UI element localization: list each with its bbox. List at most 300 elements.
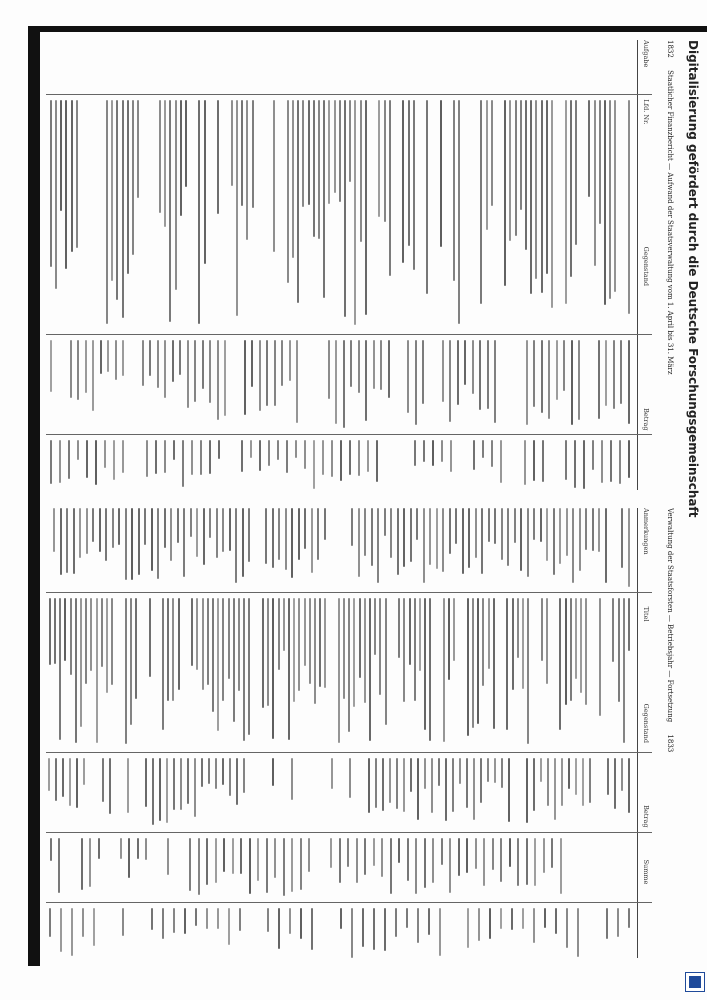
text-line (50, 100, 52, 267)
text-line (60, 508, 62, 575)
text-line (477, 598, 479, 724)
text-line (105, 508, 107, 561)
column-rule (46, 752, 652, 753)
text-line (233, 598, 235, 722)
text-line (348, 838, 350, 867)
text-line (278, 598, 280, 670)
text-line (371, 508, 373, 566)
text-line (546, 598, 548, 684)
text-line (328, 100, 330, 204)
text-line (560, 838, 562, 894)
text-line (282, 340, 284, 386)
text-line (116, 100, 118, 300)
text-line (414, 440, 416, 466)
text-line (99, 508, 101, 552)
header-title: Staatlicher Finanzbericht — Aufwand der Staatsverwaltung vom 1. April bis 31. März (666, 70, 674, 375)
text-line (402, 100, 404, 263)
text-line (439, 908, 441, 956)
text-line (159, 100, 161, 213)
text-line (246, 100, 248, 240)
text-line (83, 758, 85, 785)
text-line (621, 340, 623, 404)
text-line (575, 758, 577, 795)
text-line (433, 838, 435, 883)
text-line (201, 758, 203, 787)
text-line (582, 758, 584, 806)
text-line (180, 758, 182, 810)
text-line (272, 758, 274, 786)
text-line (243, 758, 245, 793)
text-line (212, 598, 214, 712)
text-line (475, 838, 477, 869)
text-line (504, 100, 506, 286)
text-line (376, 440, 378, 482)
text-line (546, 508, 548, 561)
text-line (232, 838, 234, 874)
col-header: Titel (642, 606, 650, 622)
text-line (526, 758, 528, 823)
text-line (467, 908, 469, 948)
text-line (396, 758, 398, 809)
text-line (374, 598, 376, 655)
text-line (486, 100, 488, 230)
text-line (259, 440, 261, 471)
text-line (229, 758, 231, 796)
text-line (208, 758, 210, 784)
text-line (351, 908, 353, 958)
text-line (86, 508, 88, 554)
text-line (621, 758, 623, 791)
text-line (262, 598, 264, 708)
text-line (318, 100, 320, 239)
text-line (304, 598, 306, 666)
text-line (473, 440, 475, 470)
text-line (55, 100, 57, 289)
text-line (489, 908, 491, 939)
text-line (229, 508, 231, 551)
text-line (487, 758, 489, 782)
col-header: Lfd. Nr. (642, 99, 650, 125)
text-line (273, 100, 275, 252)
text-line (202, 598, 204, 690)
text-line (102, 758, 104, 802)
text-line (458, 100, 460, 324)
text-line (324, 508, 326, 540)
text-line (50, 440, 52, 484)
text-line (475, 508, 477, 558)
text-line (472, 598, 474, 728)
text-line (182, 440, 184, 487)
text-line (445, 758, 447, 821)
text-line (159, 758, 161, 821)
text-line (274, 838, 276, 878)
text-line (614, 758, 616, 809)
text-line (517, 598, 519, 658)
text-line (272, 508, 274, 568)
text-line (628, 100, 630, 314)
text-line (494, 758, 496, 783)
column-rule (46, 434, 652, 435)
text-line (623, 598, 625, 743)
text-line (540, 508, 542, 542)
text-line (196, 508, 198, 557)
text-line (575, 100, 577, 245)
text-line (493, 598, 495, 729)
text-line (436, 508, 438, 569)
text-line (565, 598, 567, 705)
text-line (618, 598, 620, 702)
text-line (501, 508, 503, 560)
text-line (375, 758, 377, 808)
text-line (291, 508, 293, 578)
text-line (189, 838, 191, 891)
text-line (570, 598, 572, 701)
text-line (304, 508, 306, 549)
text-line (295, 440, 297, 458)
page-half-right (40, 34, 680, 496)
text-line (172, 340, 174, 382)
text-line (130, 598, 132, 725)
text-line (77, 440, 79, 460)
text-line (613, 340, 615, 409)
text-line (507, 508, 509, 566)
text-line (64, 598, 66, 661)
text-line (152, 758, 154, 825)
text-line (398, 598, 400, 658)
text-line (106, 100, 108, 324)
text-line (135, 598, 137, 699)
text-line (491, 100, 493, 206)
text-line (265, 508, 267, 564)
dfg-logo-icon (685, 972, 705, 992)
text-line (442, 508, 444, 572)
text-line (71, 100, 73, 252)
text-line (580, 598, 582, 693)
text-line (206, 908, 208, 929)
text-line (151, 908, 153, 930)
text-line (173, 440, 175, 460)
text-line (93, 908, 95, 946)
text-line (167, 598, 169, 701)
text-line (194, 758, 196, 817)
text-line (278, 508, 280, 560)
text-line (566, 508, 568, 556)
text-line (564, 340, 566, 391)
text-line (223, 838, 225, 872)
text-line (598, 340, 600, 419)
text-line (248, 598, 250, 735)
text-line (438, 758, 440, 786)
text-line (450, 440, 452, 472)
text-line (453, 598, 455, 661)
text-line (388, 340, 390, 398)
text-line (467, 598, 469, 736)
text-line (334, 100, 336, 193)
text-line (185, 100, 187, 187)
text-line (601, 440, 603, 483)
text-line (390, 838, 392, 894)
text-line (238, 598, 240, 691)
text-line (390, 508, 392, 558)
text-line (288, 598, 290, 740)
text-line (289, 908, 291, 934)
text-line (239, 908, 241, 931)
text-line (177, 508, 179, 543)
text-line (453, 100, 455, 281)
text-line (574, 440, 576, 488)
text-line (349, 758, 351, 798)
text-line (514, 508, 516, 543)
text-line (235, 508, 237, 583)
text-line (90, 598, 92, 671)
text-line (431, 758, 433, 813)
text-line (606, 908, 608, 939)
text-line (354, 100, 356, 325)
footer-text: Digitalisierung gefördert durch die Deutsche Forschungsgemeinschaft (686, 40, 700, 518)
text-line (610, 440, 612, 482)
text-line (389, 100, 391, 276)
text-line (217, 908, 219, 929)
text-line (144, 508, 146, 545)
text-line (122, 440, 124, 473)
text-line (524, 440, 526, 485)
text-line (442, 340, 444, 402)
text-line (488, 508, 490, 542)
text-line (362, 908, 364, 947)
text-line (448, 598, 450, 680)
text-line (373, 340, 375, 389)
text-column-totals (46, 908, 632, 958)
text-line (128, 838, 130, 878)
text-line (588, 100, 590, 197)
text-line (331, 838, 333, 868)
text-line (628, 440, 630, 478)
text-line (364, 508, 366, 556)
text-line (215, 838, 217, 883)
text-line (118, 508, 120, 545)
text-line (368, 758, 370, 813)
text-line (157, 508, 159, 579)
text-line (594, 100, 596, 266)
text-line (416, 838, 418, 894)
text-line (311, 908, 313, 950)
text-line (222, 598, 224, 701)
text-line (377, 508, 379, 583)
text-line (75, 598, 77, 743)
text-line (473, 758, 475, 820)
text-line (343, 598, 345, 699)
text-line (300, 838, 302, 890)
text-line (106, 598, 108, 693)
text-line (466, 758, 468, 808)
text-line (138, 508, 140, 575)
text-line (544, 908, 546, 928)
text-line (533, 440, 535, 481)
text-line (172, 598, 174, 701)
text-line (515, 100, 517, 236)
text-line (509, 100, 511, 241)
text-line (267, 340, 269, 406)
text-line (206, 838, 208, 885)
rotated-page-area (40, 34, 680, 964)
column-rule (46, 902, 652, 903)
text-line (575, 598, 577, 679)
text-line (426, 100, 428, 294)
text-line (151, 508, 153, 571)
text-line (69, 758, 71, 806)
text-line (241, 440, 243, 472)
text-line (622, 508, 624, 568)
text-line (428, 908, 430, 935)
text-line (549, 340, 551, 419)
text-line (566, 908, 568, 948)
text-line (164, 508, 166, 548)
text-line (89, 838, 91, 887)
text-line (359, 598, 361, 678)
text-line (257, 838, 259, 881)
text-line (457, 340, 459, 405)
text-line (565, 440, 567, 480)
text-line (358, 340, 360, 393)
text-line (85, 598, 87, 684)
text-line (501, 838, 503, 882)
text-line (59, 440, 61, 483)
text-line (360, 100, 362, 242)
text-line (484, 838, 486, 886)
text-line (101, 598, 103, 667)
text-line (408, 340, 410, 413)
column-rule (46, 832, 652, 833)
text-line (222, 508, 224, 552)
col-header: Gegenstand (642, 703, 650, 744)
text-line (491, 440, 493, 467)
text-line (115, 340, 117, 380)
text-line (526, 340, 528, 425)
text-line (599, 598, 601, 716)
text-line (217, 100, 219, 214)
text-line (344, 100, 346, 317)
text-line (137, 838, 139, 859)
text-line (225, 340, 227, 416)
text-line (407, 838, 409, 881)
text-line (164, 100, 166, 227)
text-line (481, 508, 483, 574)
text-line (146, 440, 148, 477)
text-line (184, 908, 186, 934)
text-line (364, 598, 366, 703)
text-line (541, 340, 543, 413)
text-line (338, 598, 340, 743)
text-line (198, 838, 200, 895)
text-line (501, 758, 503, 788)
text-line (49, 598, 51, 665)
text-line (131, 508, 133, 580)
text-line (480, 100, 482, 304)
text-line (598, 508, 600, 552)
text-line (178, 598, 180, 690)
text-line (403, 598, 405, 702)
text-line (565, 100, 567, 304)
text-line (419, 598, 421, 671)
col-header: Aufgabe (642, 40, 650, 68)
text-line (164, 440, 166, 473)
text-line (533, 908, 535, 943)
text-line (409, 598, 411, 665)
text-line (512, 598, 514, 690)
text-line (482, 598, 484, 686)
text-line (378, 100, 380, 217)
text-line (314, 598, 316, 704)
text-line (406, 908, 408, 928)
text-line (455, 508, 457, 544)
text-line (424, 758, 426, 789)
text-line (353, 598, 355, 707)
text-line (628, 508, 630, 587)
text-line (76, 758, 78, 808)
text-line (123, 340, 125, 376)
scan-edge-left (28, 26, 40, 966)
text-line (155, 440, 157, 474)
text-line (343, 340, 345, 428)
text-line (416, 508, 418, 540)
text-line (169, 100, 171, 322)
text-line (540, 758, 542, 782)
text-line (122, 908, 124, 936)
text-line (274, 340, 276, 406)
text-line (533, 508, 535, 540)
text-line (543, 838, 545, 873)
text-line (120, 838, 122, 859)
text-line (628, 908, 630, 928)
text-line (289, 340, 291, 381)
text-line (217, 598, 219, 731)
text-line (554, 758, 556, 820)
text-line (559, 598, 561, 730)
text-line (322, 440, 324, 475)
text-line (198, 100, 200, 324)
text-line (592, 440, 594, 470)
text-line (285, 508, 287, 570)
text-line (191, 440, 193, 475)
text-line (180, 340, 182, 375)
text-line (579, 508, 581, 571)
text-line (480, 340, 482, 410)
text-line (429, 598, 431, 741)
text-line (508, 758, 510, 822)
text-line (546, 100, 548, 274)
text-line (55, 758, 57, 801)
text-line (612, 598, 614, 662)
text-line (319, 598, 321, 687)
text-column-main (46, 100, 632, 328)
text-line (533, 758, 535, 811)
text-line (216, 508, 218, 558)
text-line (511, 908, 513, 930)
text-line (534, 340, 536, 407)
text-line (452, 758, 454, 812)
text-line (175, 100, 177, 290)
text-line (53, 508, 55, 552)
running-header (660, 40, 674, 490)
text-line (492, 838, 494, 870)
text-line (551, 100, 553, 308)
text-line (302, 100, 304, 207)
text-line (142, 340, 144, 386)
text-line (204, 100, 206, 264)
digitization-footer (682, 40, 704, 970)
text-line (365, 838, 367, 875)
text-line (373, 908, 375, 950)
